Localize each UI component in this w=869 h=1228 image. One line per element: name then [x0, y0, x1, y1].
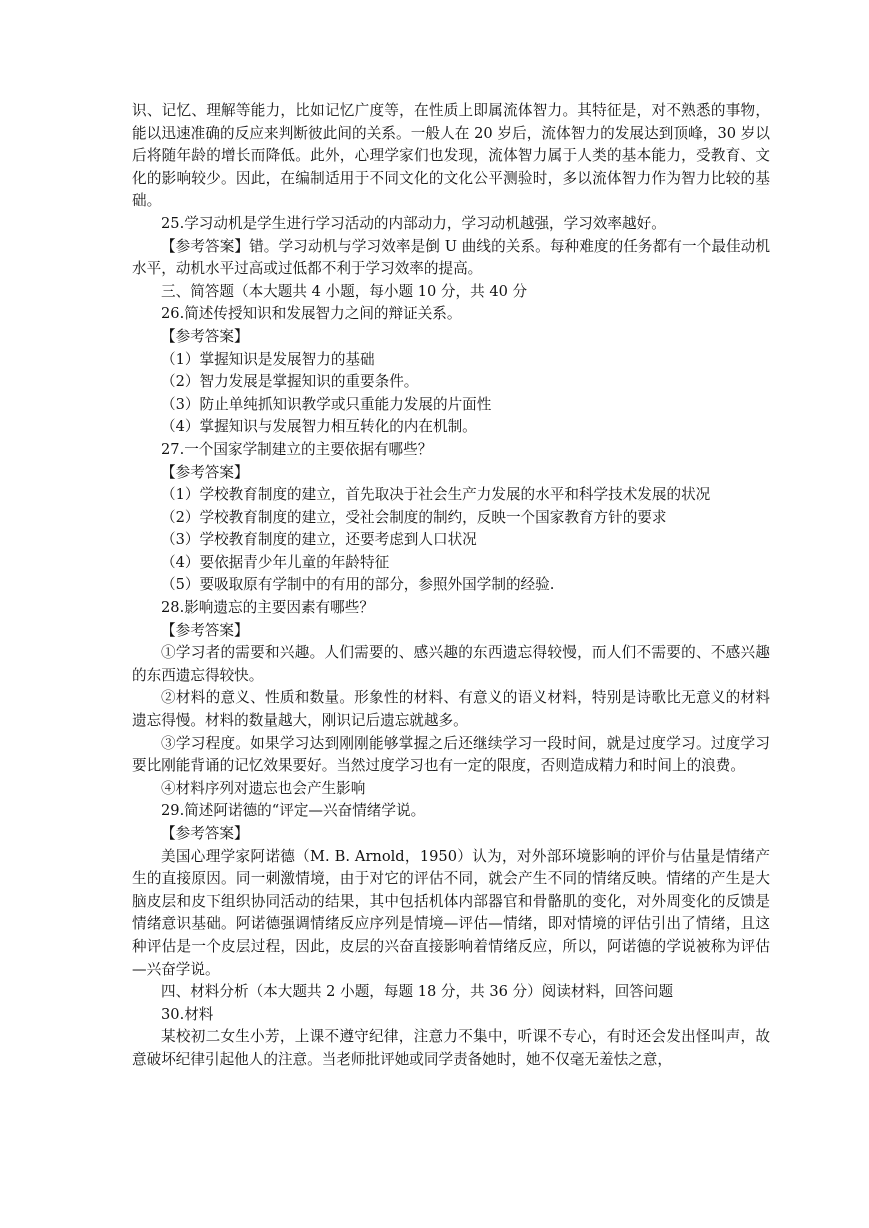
question-27: 27.一个国家学制建立的主要依据有哪些？: [161, 440, 433, 458]
answer-26-item-1: （1）掌握知识是发展智力的基础: [161, 350, 375, 368]
answer-27-item-2: （2）学校教育制度的建立，受社会制度的制约，反映一个国家教育方针的要求: [161, 508, 667, 526]
answer-28-item-3: ③学习程度。如果学习达到刚刚能够掌握之后还继续学习一段时间，就是过度学习。过度学习要比刚能背诵的记忆效果要好。当然过度学习也有一定的限度，否则造成精力和时间上的浪费。: [132, 734, 770, 775]
question-28: 28.影响遗忘的主要因素有哪些？: [161, 599, 374, 617]
answer-label-27: 【参考答案】: [161, 463, 249, 481]
answer-27-item-5: （5）要吸取原有学制中的有用的部分，参照外国学制的经验.: [161, 576, 555, 594]
answer-28-item-4: ④材料序列对遗忘也会产生影响: [161, 779, 366, 797]
answer-26-item-4: （4）掌握知识与发展智力相互转化的内在机制。: [161, 418, 477, 436]
question-30-title: 30.材料: [161, 1005, 214, 1023]
answer-label-26: 【参考答案】: [161, 327, 249, 345]
paragraph-fluid-intelligence: 识、记忆、理解等能力，比如记忆广度等，在性质上即属流体智力。其特征是，对不熟悉的事物，能以迅速准确的反应来判断彼此间的关系。一般人在 20 岁后，流体智力的发展达到顶峰，30 岁以后将随年龄的增长而降低。此外，心理学家们也发现，流体智力属于人类的基本能力，受教育、文化的影响较少。因此，在编制适用于不同文化的文化公平测验时，多以流体智力作为智力比较的基础。: [132, 102, 770, 210]
answer-28-item-1: ①学习者的需要和兴趣。人们需要的、感兴趣的东西遗忘得较慢，而人们不需要的、不感兴趣的东西遗忘得较快。: [132, 644, 770, 684]
question-25: 25.学习动机是学生进行学习活动的内部动力，学习动机越强，学习效率越好。: [161, 214, 666, 232]
answer-26-item-3: （3）防止单纯抓知识教学或只重能力发展的片面性: [161, 395, 492, 413]
section-heading-short-answer: 三、简答题（本大题共 4 小题，每小题 10 分，共 40 分: [161, 282, 528, 300]
answer-label-28: 【参考答案】: [161, 621, 249, 639]
question-29: 29.简述阿诺德的“评定—兴奋情绪学说。: [161, 802, 426, 820]
document-page: [132, 100, 770, 1072]
answer-28-item-2: ②材料的意义、性质和数量。形象性的材料、有意义的语义材料，特别是诗歌比无意义的材料遗忘得慢。材料的数量越大，刚识记后遗忘就越多。: [132, 689, 770, 730]
question-30-material: 某校初二女生小芳，上课不遵守纪律，注意力不集中，听课不专心，有时还会发出怪叫声，故意破坏纪律引起他人的注意。当老师批评她或同学责备她时，她不仅毫无羞怯之意，: [132, 1028, 770, 1068]
section-heading-material-analysis: 四、材料分析（本大题共 2 小题，每题 18 分，共 36 分）阅读材料，回答问题: [161, 983, 674, 1001]
answer-26-item-2: （2）智力发展是掌握知识的重要条件。: [161, 373, 419, 391]
answer-25: 【参考答案】错。学习动机与学习效率是倒 U 曲线的关系。每种难度的任务都有一个最佳动机水平，动机水平过高或过低都不利于学习效率的提高。: [132, 237, 770, 278]
answer-27-item-3: （3）学校教育制度的建立，还要考虑到人口状况: [161, 531, 477, 549]
answer-27-item-4: （4）要依据青少年儿童的年龄特征: [161, 553, 390, 571]
answer-label-29: 【参考答案】: [161, 825, 249, 842]
question-26: 26.简述传授知识和发展智力之间的辩证关系。: [161, 305, 462, 323]
answer-27-item-1: （1）学校教育制度的建立，首先取决于社会生产力发展的水平和科学技术发展的状况: [161, 486, 711, 504]
answer-29-text: 美国心理学家阿诺德（M. B. Arnold，1950）认为，对外部环境影响的评价与估量是情绪产生的直接原因。同一刺激情境，由于对它的评估不同，就会产生不同的情绪反映。情绪的产生是大脑皮层和皮下组织协同活动的结果，其中包括机体内部器官和骨骼肌的变化，对外周变化的反馈是情绪意识基础。阿诺德强调情绪反应序列是情境—评估—情绪，即对情境的评估引出了情绪，且这种评估是一个皮层过程，因此，皮层的兴奋直接影响着情绪反应，所以，阿诺德的学说被称为评估—兴奋学说。: [132, 847, 770, 978]
